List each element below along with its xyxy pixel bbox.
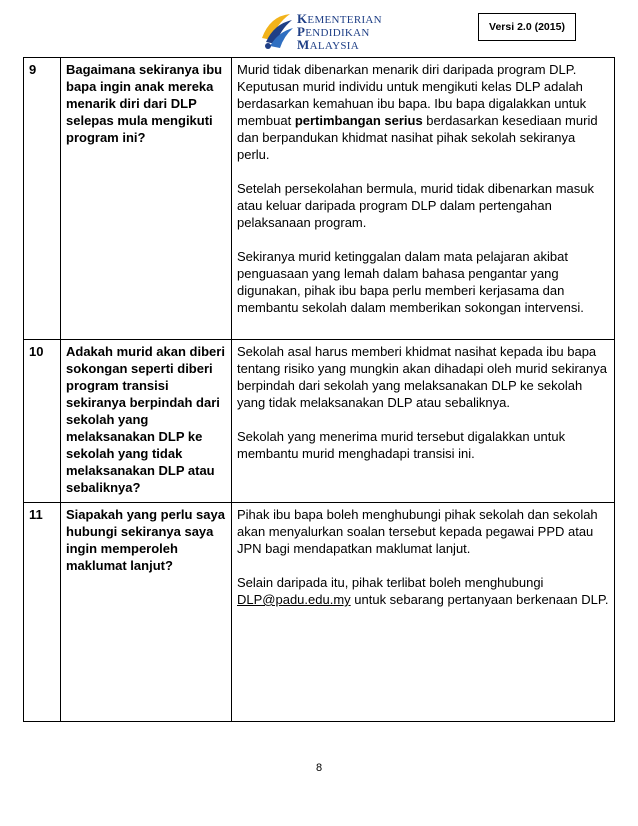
answer-paragraph: Sekolah asal harus memberi khidmat nasihat kepada ibu bapa tentang risiko yang mungkin akan dihadapi oleh murid sekiranya berpindah dari sekolah yang melaksanakan DLP ke sekolah yang tidak melaksanakan DLP atau sebaliknya.: [237, 344, 607, 410]
ministry-logo: [260, 12, 382, 52]
table-row: [24, 340, 615, 503]
answer-paragraph: Pihak ibu bapa boleh menghubungi pihak sekolah dan sekolah akan menyalurkan soalan tersebut kepada pegawai PPD atau JPN bagi mendapatkan maklumat lanjut.: [237, 507, 598, 556]
answer-cell: [232, 58, 615, 340]
email-link[interactable]: DLP@padu.edu.my: [237, 592, 351, 607]
table-row: [24, 58, 615, 340]
version-box: Versi 2.0 (2015): [478, 13, 576, 41]
question-cell: Siapakah yang perlu saya hubungi sekiranya saya ingin memperoleh maklumat lanjut?: [61, 503, 232, 722]
question-cell: Bagaimana sekiranya ibu bapa ingin anak mereka menarik diri dari DLP selepas mula mengikuti program ini?: [61, 58, 232, 340]
row-number: 9: [24, 58, 61, 340]
faq-table: [23, 57, 615, 722]
question-cell: Adakah murid akan diberi sokongan seperti diberi program transisi sekiranya berpindah dari sekolah yang melaksanakan DLP ke sekolah yang tidak melaksanakan DLP atau sebaliknya?: [61, 340, 232, 503]
table-row: [24, 503, 615, 722]
page-number: 8: [315, 762, 323, 774]
answer-cell: [232, 340, 615, 503]
answer-paragraph: Murid tidak dibenarkan menarik diri daripada program DLP. Keputusan murid individu untuk mengikuti kelas DLP adalah berdasarkan kemahuan ibu bapa. Ibu bapa digalakkan untuk membuat pertimbangan serius berdasarkan kesediaan murid dan berpandukan khidmat nasihat pihak sekolah sekiranya perlu.: [237, 62, 598, 162]
ministry-emblem-icon: [260, 12, 294, 52]
answer-paragraph: Sekolah yang menerima murid tersebut digalakkan untuk membantu murid menghadapi transisi ini.: [237, 429, 566, 461]
page-header: [0, 0, 638, 58]
ministry-name: KEMENTERIAN PENDIDIKAN MALAYSIA: [297, 10, 382, 52]
answer-cell: [232, 503, 615, 722]
answer-paragraph: Selain daripada itu, pihak terlibat boleh menghubungi DLP@padu.edu.my untuk sebarang pertanyaan berkenaan DLP.: [237, 575, 609, 607]
answer-paragraph: Setelah persekolahan bermula, murid tidak dibenarkan masuk atau keluar daripada program DLP dalam pertengahan pelaksanaan program.: [237, 181, 594, 230]
answer-paragraph: Sekiranya murid ketinggalan dalam mata pelajaran akibat penguasaan yang lemah dalam bahasa pengantar yang digunakan, pihak ibu bapa perlu memberi kerjasama dan membantu sekolah dalam memberikan sokongan intervensi.: [237, 249, 584, 315]
row-number: 10: [24, 340, 61, 503]
row-number: 11: [24, 503, 61, 722]
emphasis-text: pertimbangan serius: [294, 113, 423, 128]
